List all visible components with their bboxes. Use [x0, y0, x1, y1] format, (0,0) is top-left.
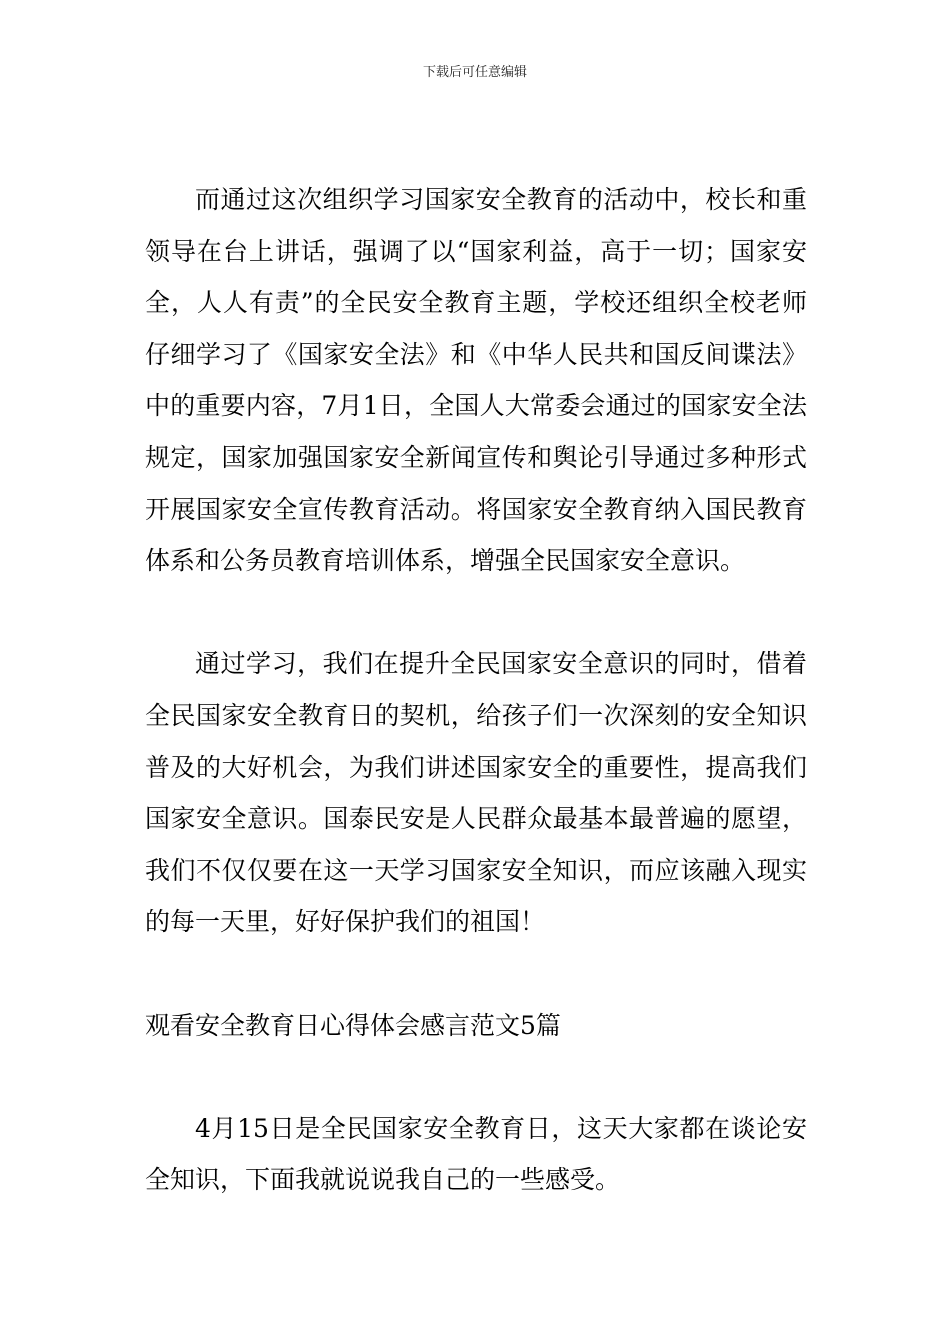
body-paragraph: 4月15日是全民国家安全教育日，这天大家都在谈论安全知识，下面我就说说我自己的一些感受。 [145, 1113, 807, 1195]
body-paragraph: 通过学习，我们在提升全民国家安全意识的同时，借着全民国家安全教育日的契机，给孩子们一次深刻的安全知识普及的大好机会，为我们讲述国家安全的重要性，提高我们国家安全意识。国泰民安是人民群众最基本最普遍的愿望，我们不仅仅要在这一天学习国家安全知识，而应该融入现实的每一天里，好好保护我们的祖国！ [145, 649, 807, 937]
document-body [145, 174, 807, 1206]
page-header-note: 下载后可任意编辑 [422, 65, 527, 80]
section-title: 观看安全教育日心得体会感言范文5篇 [145, 1010, 561, 1040]
body-paragraph: 而通过这次组织学习国家安全教育的活动中，校长和重领导在台上讲话，强调了以“国家利益，高于一切；国家安全，人人有责”的全民安全教育主题，学校还组织全校老师仔细学习了《国家安全法》和《中华人民共和国反间谍法》中的重要内容，7月1日，全国人大常委会通过的国家安全法规定，国家加强国家安全新闻宣传和舆论引导通过多种形式开展国家安全宣传教育活动。将国家安全教育纳入国民教育体系和公务员教育培训体系，增强全民国家安全意识。 [145, 185, 807, 576]
